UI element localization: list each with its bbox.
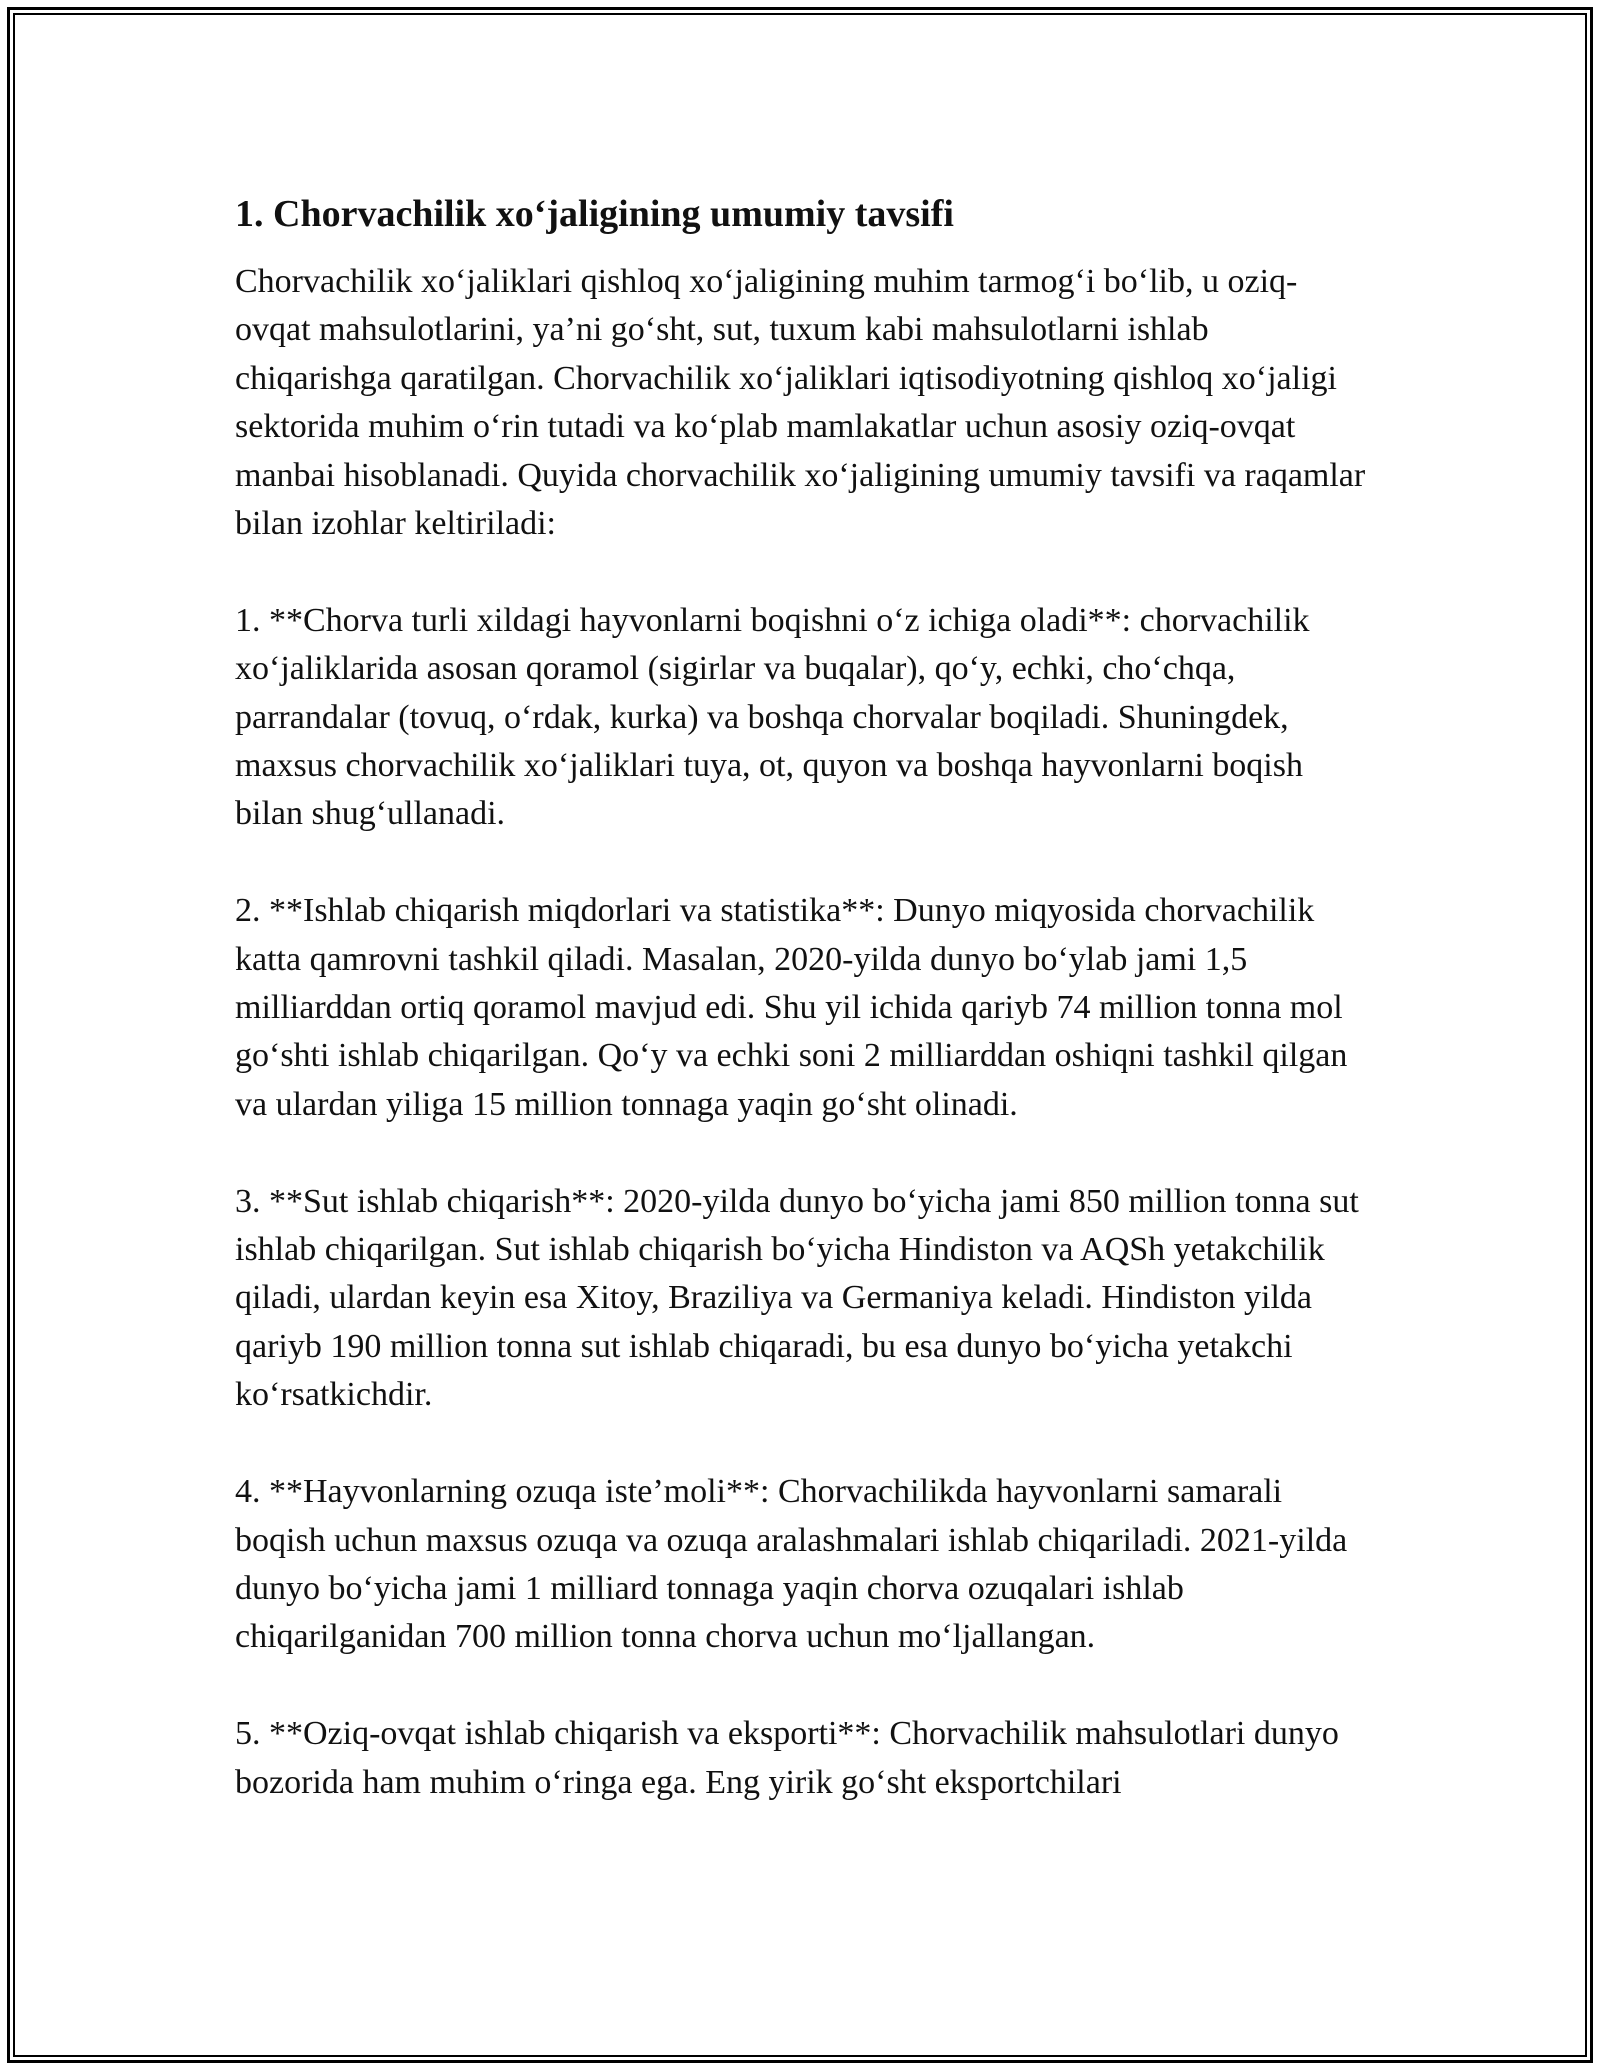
- document-body: [235, 190, 1370, 1855]
- list-item-1-paragraph: 1. **Chorva turli xildagi hayvonlarni boqishni o‘z ichiga oladi**: chorvachilik xo‘jaliklarida asosan qoramol (sigirlar va buqalar), qo‘y, echki, cho‘chqa, parrandalar (tovuq, o‘rdak, kurka) va boshqa chorvalar boqiladi. Shuningdek, maxsus chorvachilik xo‘jaliklari tuya, ot, quyon va boshqa hayvonlarni boqish bilan shug‘ullanadi.: [235, 601, 1310, 833]
- intro-paragraph: Chorvachilik xo‘jaliklari qishloq xo‘jaligining muhim tarmog‘i bo‘lib, u oziq-ovqat mahsulotlarini, ya’ni go‘sht, sut, tuxum kabi mahsulotlarni ishlab chiqarishga qaratilgan. Chorvachilik xo‘jaliklari iqtisodiyotning qishloq xo‘jaligi sektorida muhim o‘rin tutadi va ko‘plab mamlakatlar uchun asosiy oziq-ovqat manbai hisoblanadi. Quyida chorvachilik xo‘jaligining umumiy tavsifi va raqamlar bilan izohlar keltiriladi:: [235, 263, 1366, 543]
- list-item-3-paragraph: 3. **Sut ishlab chiqarish**: 2020-yilda dunyo bo‘yicha jami 850 million tonna sut ishlab chiqarilgan. Sut ishlab chiqarish bo‘yicha Hindiston va AQSh yetakchilik qiladi, ulardan keyin esa Xitoy, Braziliya va Germaniya keladi. Hindiston yilda qariyb 190 million tonna sut ishlab chiqaradi, bu esa dunyo bo‘yicha yetakchi ko‘rsatkichdir.: [235, 1182, 1359, 1414]
- list-item-4-paragraph: 4. **Hayvonlarning ozuqa iste’moli**: Chorvachilikda hayvonlarni samarali boqish uchun maxsus ozuqa va ozuqa aralashmalari ishlab chiqariladi. 2021-yilda dunyo bo‘yicha jami 1 milliard tonnaga yaqin chorva ozuqalari ishlab chiqarilganidan 700 million tonna chorva uchun mo‘ljallangan.: [235, 1473, 1348, 1656]
- list-item-5-paragraph: 5. **Oziq-ovqat ishlab chiqarish va eksporti**: Chorvachilik mahsulotlari dunyo bozorida ham muhim o‘ringa ega. Eng yirik go‘sht eksportchilari: [235, 1715, 1339, 1801]
- section-heading: 1. Chorvachilik xo‘jaligining umumiy tavsifi: [235, 193, 954, 235]
- list-item-2-paragraph: 2. **Ishlab chiqarish miqdorlari va statistika**: Dunyo miqyosida chorvachilik katta qamrovni tashkil qiladi. Masalan, 2020-yilda dunyo bo‘ylab jami 1,5 milliarddan ortiq qoramol mavjud edi. Shu yil ichida qariyb 74 million tonna mol go‘shti ishlab chiqarilgan. Qo‘y va echki soni 2 milliarddan oshiqni tashkil qilgan va ulardan yiliga 15 million tonnaga yaqin go‘sht olinadi.: [235, 892, 1348, 1123]
